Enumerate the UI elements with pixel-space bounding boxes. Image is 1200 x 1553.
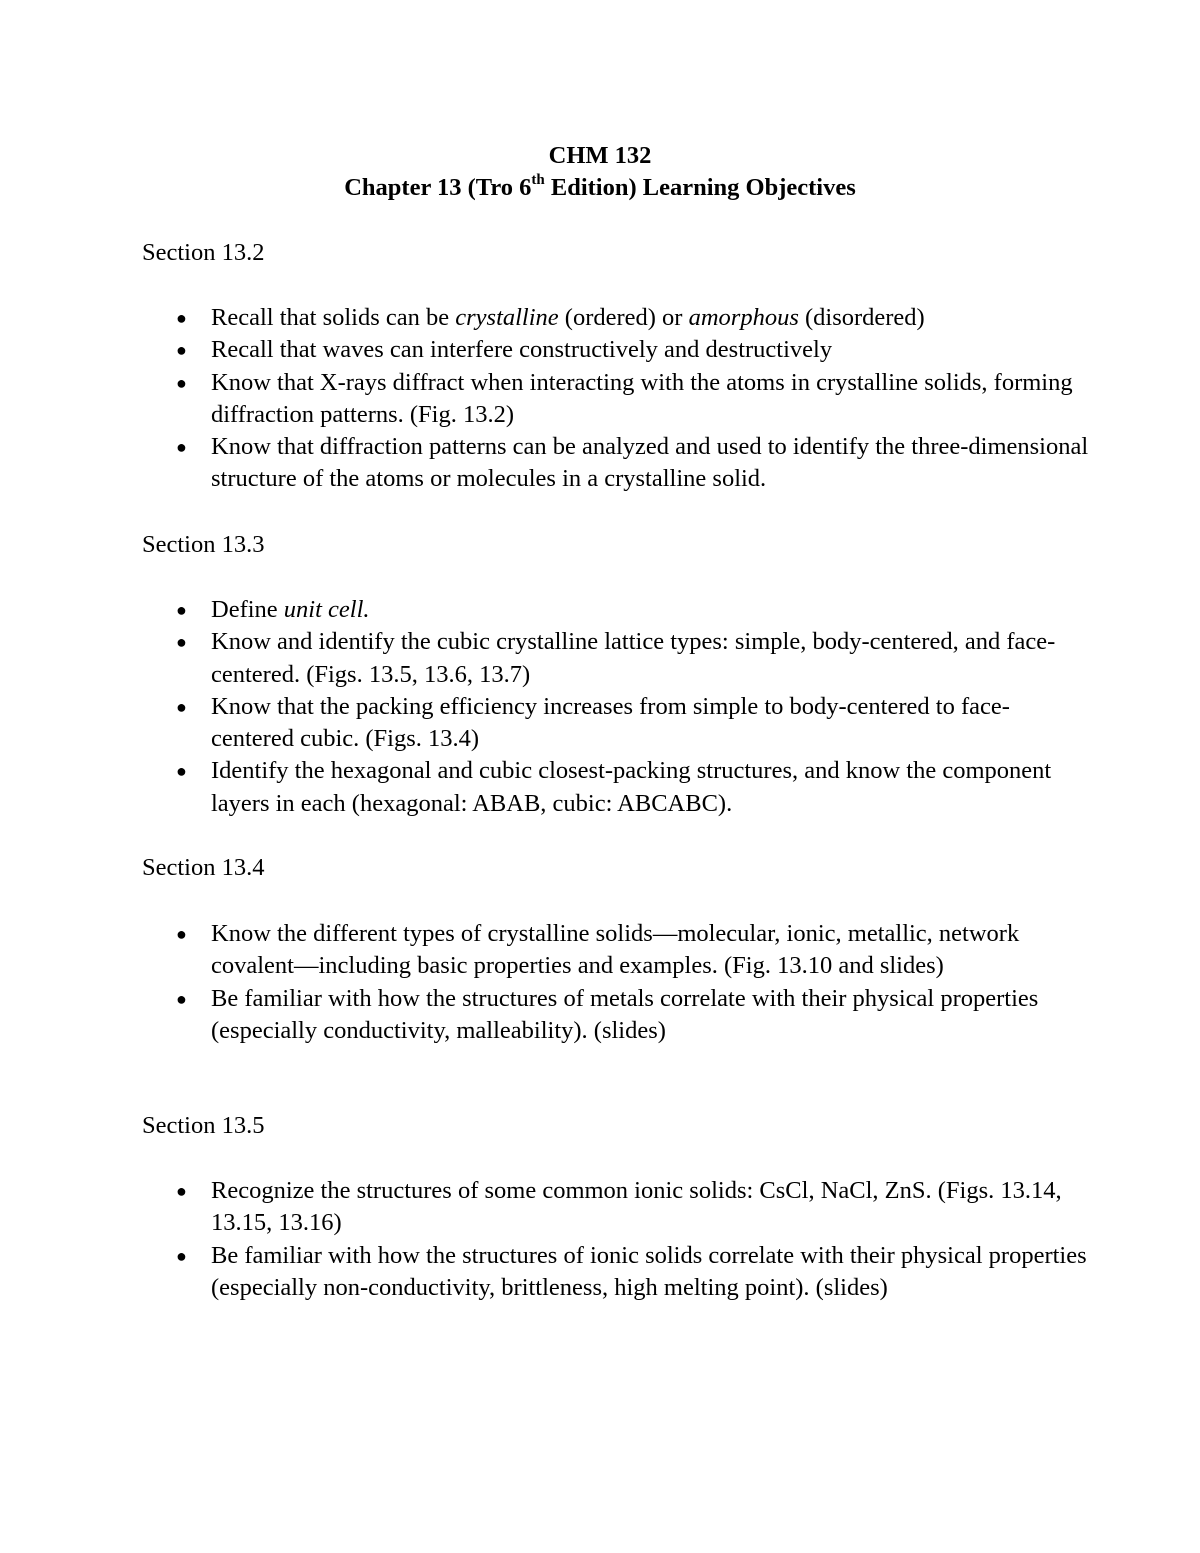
item-text: Recognize the structures of some common ionic solids: CsCl, NaCl, ZnS. (Figs. 13.14, 13.15, 13.16)	[211, 1177, 1062, 1237]
item-text: Know the different types of crystalline solids—molecular, ionic, metallic, network covalent—including basic properties and examples. (Fig. 13.10 and slides)	[211, 920, 1020, 980]
bullet-icon: ●	[176, 924, 187, 944]
list-item	[142, 594, 1092, 626]
section-13-2-list	[142, 302, 1092, 496]
item-text: Know that X-rays diffract when interacting with the atoms in crystalline solids, forming diffraction patterns. (Fig. 13.2)	[211, 368, 1073, 428]
list-item	[142, 1175, 1092, 1240]
item-text: Define	[211, 596, 284, 623]
bullet-icon: ●	[176, 988, 187, 1009]
bullet-icon: ●	[176, 437, 187, 458]
list-item	[142, 1240, 1092, 1305]
item-text: Know that the packing efficiency increases from simple to body-centered to face-centered cubic. (Figs. 13.4)	[211, 692, 1010, 753]
list-item	[142, 334, 1092, 366]
list-item	[142, 755, 1092, 820]
bullet-icon: ●	[176, 372, 187, 393]
section-heading-13-2: Section 13.2	[142, 239, 265, 266]
section-13-4-list	[142, 918, 1092, 1047]
list-item	[142, 302, 1092, 334]
bullet-icon: ●	[176, 632, 187, 653]
item-text: (ordered) or	[558, 304, 689, 331]
section-13-5-list	[142, 1175, 1092, 1304]
chapter-title-superscript: th	[531, 171, 545, 188]
document-title	[0, 140, 1200, 204]
item-text-italic: amorphous	[688, 304, 799, 331]
bullet-icon: ●	[176, 308, 187, 328]
bullet-icon: ●	[176, 1181, 187, 1201]
item-text: Be familiar with how the structures of metals correlate with their physical properties (especially conductivity, malleability). (slides)	[211, 984, 1039, 1044]
item-text: (disordered)	[798, 304, 925, 331]
bullet-icon: ●	[176, 761, 187, 782]
bullet-icon: ●	[176, 600, 187, 620]
item-text: Know and identify the cubic crystalline lattice types: simple, body-centered, and face-centered. (Figs. 13.5, 13.6, 13.7)	[211, 628, 1056, 688]
item-text: Know that diffraction patterns can be analyzed and used to identify the three-dimensional structure of the atoms or molecules in a crystalline solid.	[211, 433, 1089, 493]
bullet-icon: ●	[176, 340, 187, 361]
chapter-title-prefix: Chapter 13 (Tro 6	[344, 174, 532, 201]
item-text-italic: unit cell.	[283, 596, 370, 623]
item-text: Be familiar with how the structures of ionic solids correlate with their physical properties (especially non-conductivity, brittleness, high melting point). (slides)	[211, 1241, 1087, 1301]
item-text: Recall that solids can be	[211, 304, 456, 331]
section-13-3-list	[142, 594, 1092, 820]
list-item	[142, 431, 1092, 496]
list-item	[142, 691, 1092, 756]
chapter-title-suffix: Edition) Learning Objectives	[544, 174, 856, 201]
item-text-italic: crystalline	[455, 304, 559, 331]
bullet-icon: ●	[176, 1245, 187, 1266]
item-text: Identify the hexagonal and cubic closest-packing structures, and know the component layers in each (hexagonal: ABAB, cubic: ABCABC).	[211, 757, 1052, 817]
item-text: Recall that waves can interfere constructively and destructively	[211, 336, 833, 364]
section-heading-13-3: Section 13.3	[142, 531, 265, 558]
list-item	[142, 367, 1092, 432]
course-code: CHM 132	[548, 142, 652, 169]
section-heading-13-4: Section 13.4	[142, 854, 265, 881]
list-item	[142, 626, 1092, 691]
list-item	[142, 983, 1092, 1048]
chapter-title	[0, 172, 1200, 204]
bullet-icon: ●	[176, 696, 187, 717]
section-heading-13-5: Section 13.5	[142, 1112, 265, 1139]
list-item	[142, 918, 1092, 983]
